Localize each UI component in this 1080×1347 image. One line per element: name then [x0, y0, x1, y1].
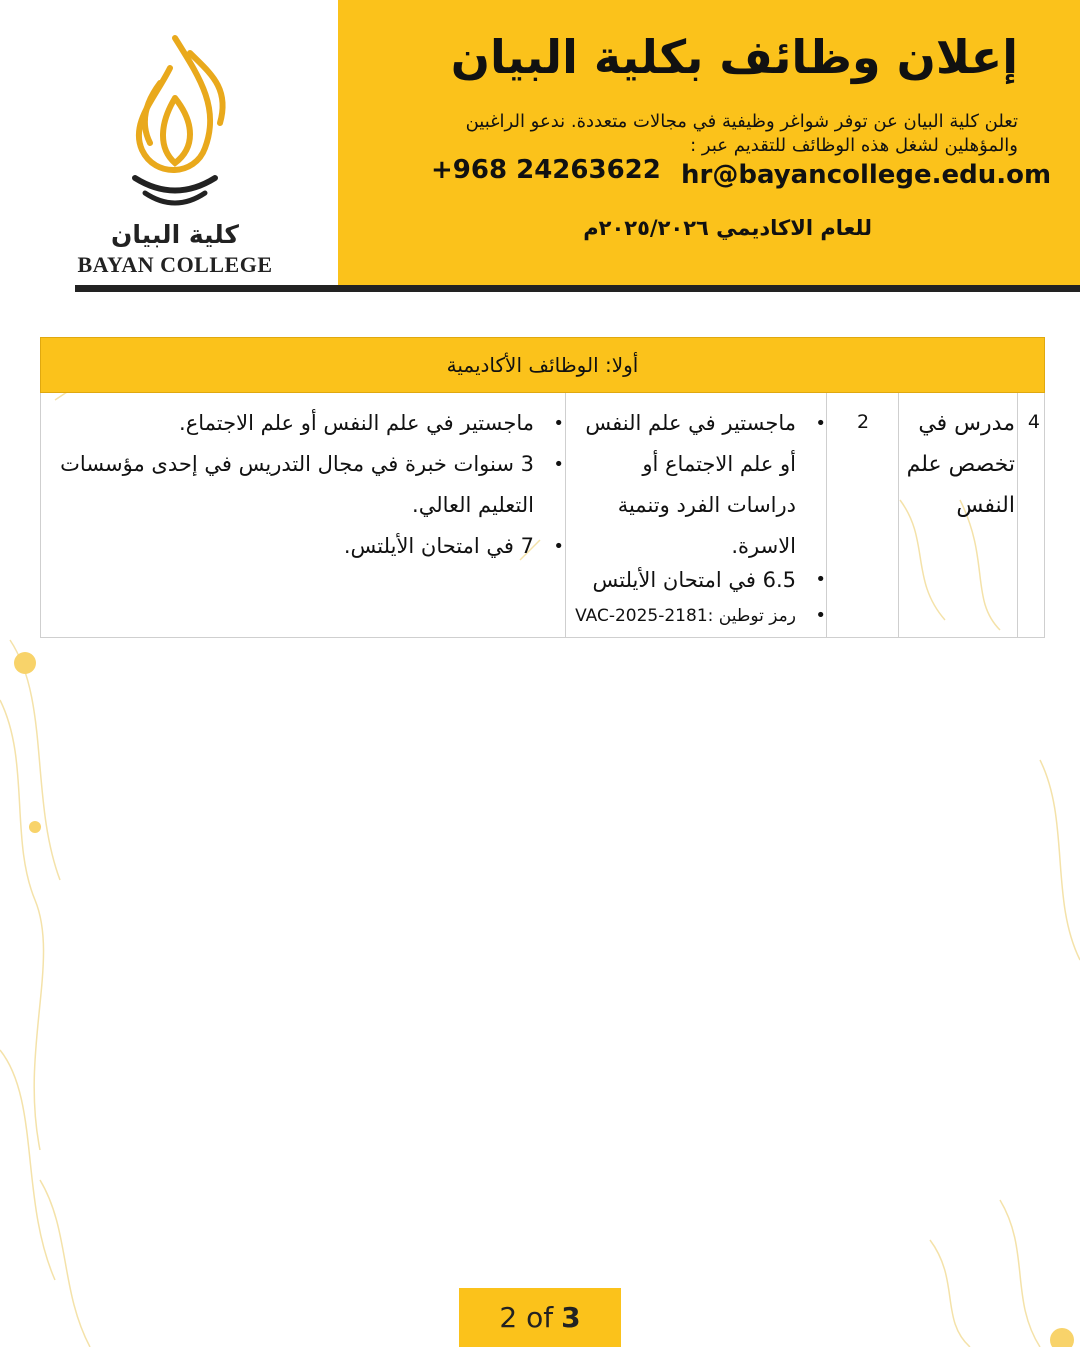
- page-indicator: [459, 1288, 621, 1347]
- list-item: • 7 في امتحان الأيلتس.: [49, 526, 534, 567]
- flame-logo-icon: [60, 28, 290, 218]
- job-number: 4: [1027, 411, 1040, 433]
- requirements-cell: [41, 393, 565, 637]
- list-item: • رمز توطين :VAC-2025-2181: [571, 601, 796, 631]
- college-logo: [60, 28, 290, 278]
- qualifications-list: [571, 403, 796, 631]
- list-item: • 3 سنوات خبرة في مجال التدريس في إحدى مؤسسات التعليم العالي.: [49, 444, 534, 526]
- contact-phone[interactable]: +968 24263622: [431, 155, 661, 185]
- header-divider: [75, 285, 1080, 292]
- list-item: • ماجستير في علم النفس أو علم الاجتماع أو دراسات الفرد وتنمية الاسرة.: [571, 403, 796, 567]
- academic-year: للعام الاكاديمي ٢٠٢٥/٢٠٢٦م: [583, 216, 872, 240]
- intro-text: تعلن كلية البيان عن توفر شواغر وظيفية في مجالات متعددة. ندعو الراغبين والمؤهلين لشغل هذه الوظائف للتقديم عبر :: [465, 111, 1018, 156]
- logo-english-name: BAYAN COLLEGE: [77, 252, 273, 277]
- job-vacancy-count: 2: [857, 411, 870, 433]
- page-total: 3: [561, 1301, 581, 1334]
- section-heading-text: أولا: الوظائف الأكاديمية: [446, 353, 639, 377]
- contact-email[interactable]: hr@bayancollege.edu.om: [681, 160, 1052, 190]
- job-title-cell: [898, 393, 1018, 637]
- job-count-cell: [827, 393, 898, 637]
- table-row: [40, 393, 1045, 638]
- logo-arabic-name: كلية البيان: [111, 220, 239, 249]
- qualifications-cell: [565, 393, 827, 637]
- list-item: • 6.5 في امتحان الأيلتس: [571, 567, 796, 593]
- section-heading: [40, 337, 1045, 393]
- list-item: • ماجستير في علم النفس أو علم الاجتماع.: [49, 403, 534, 444]
- job-title: مدرس في تخصص علم النفس: [906, 411, 1015, 518]
- job-number-cell: [1018, 393, 1044, 637]
- page-title: إعلان وظائف بكلية البيان: [450, 30, 1018, 84]
- requirements-list: [49, 403, 534, 567]
- page-current: 2 of: [499, 1301, 554, 1334]
